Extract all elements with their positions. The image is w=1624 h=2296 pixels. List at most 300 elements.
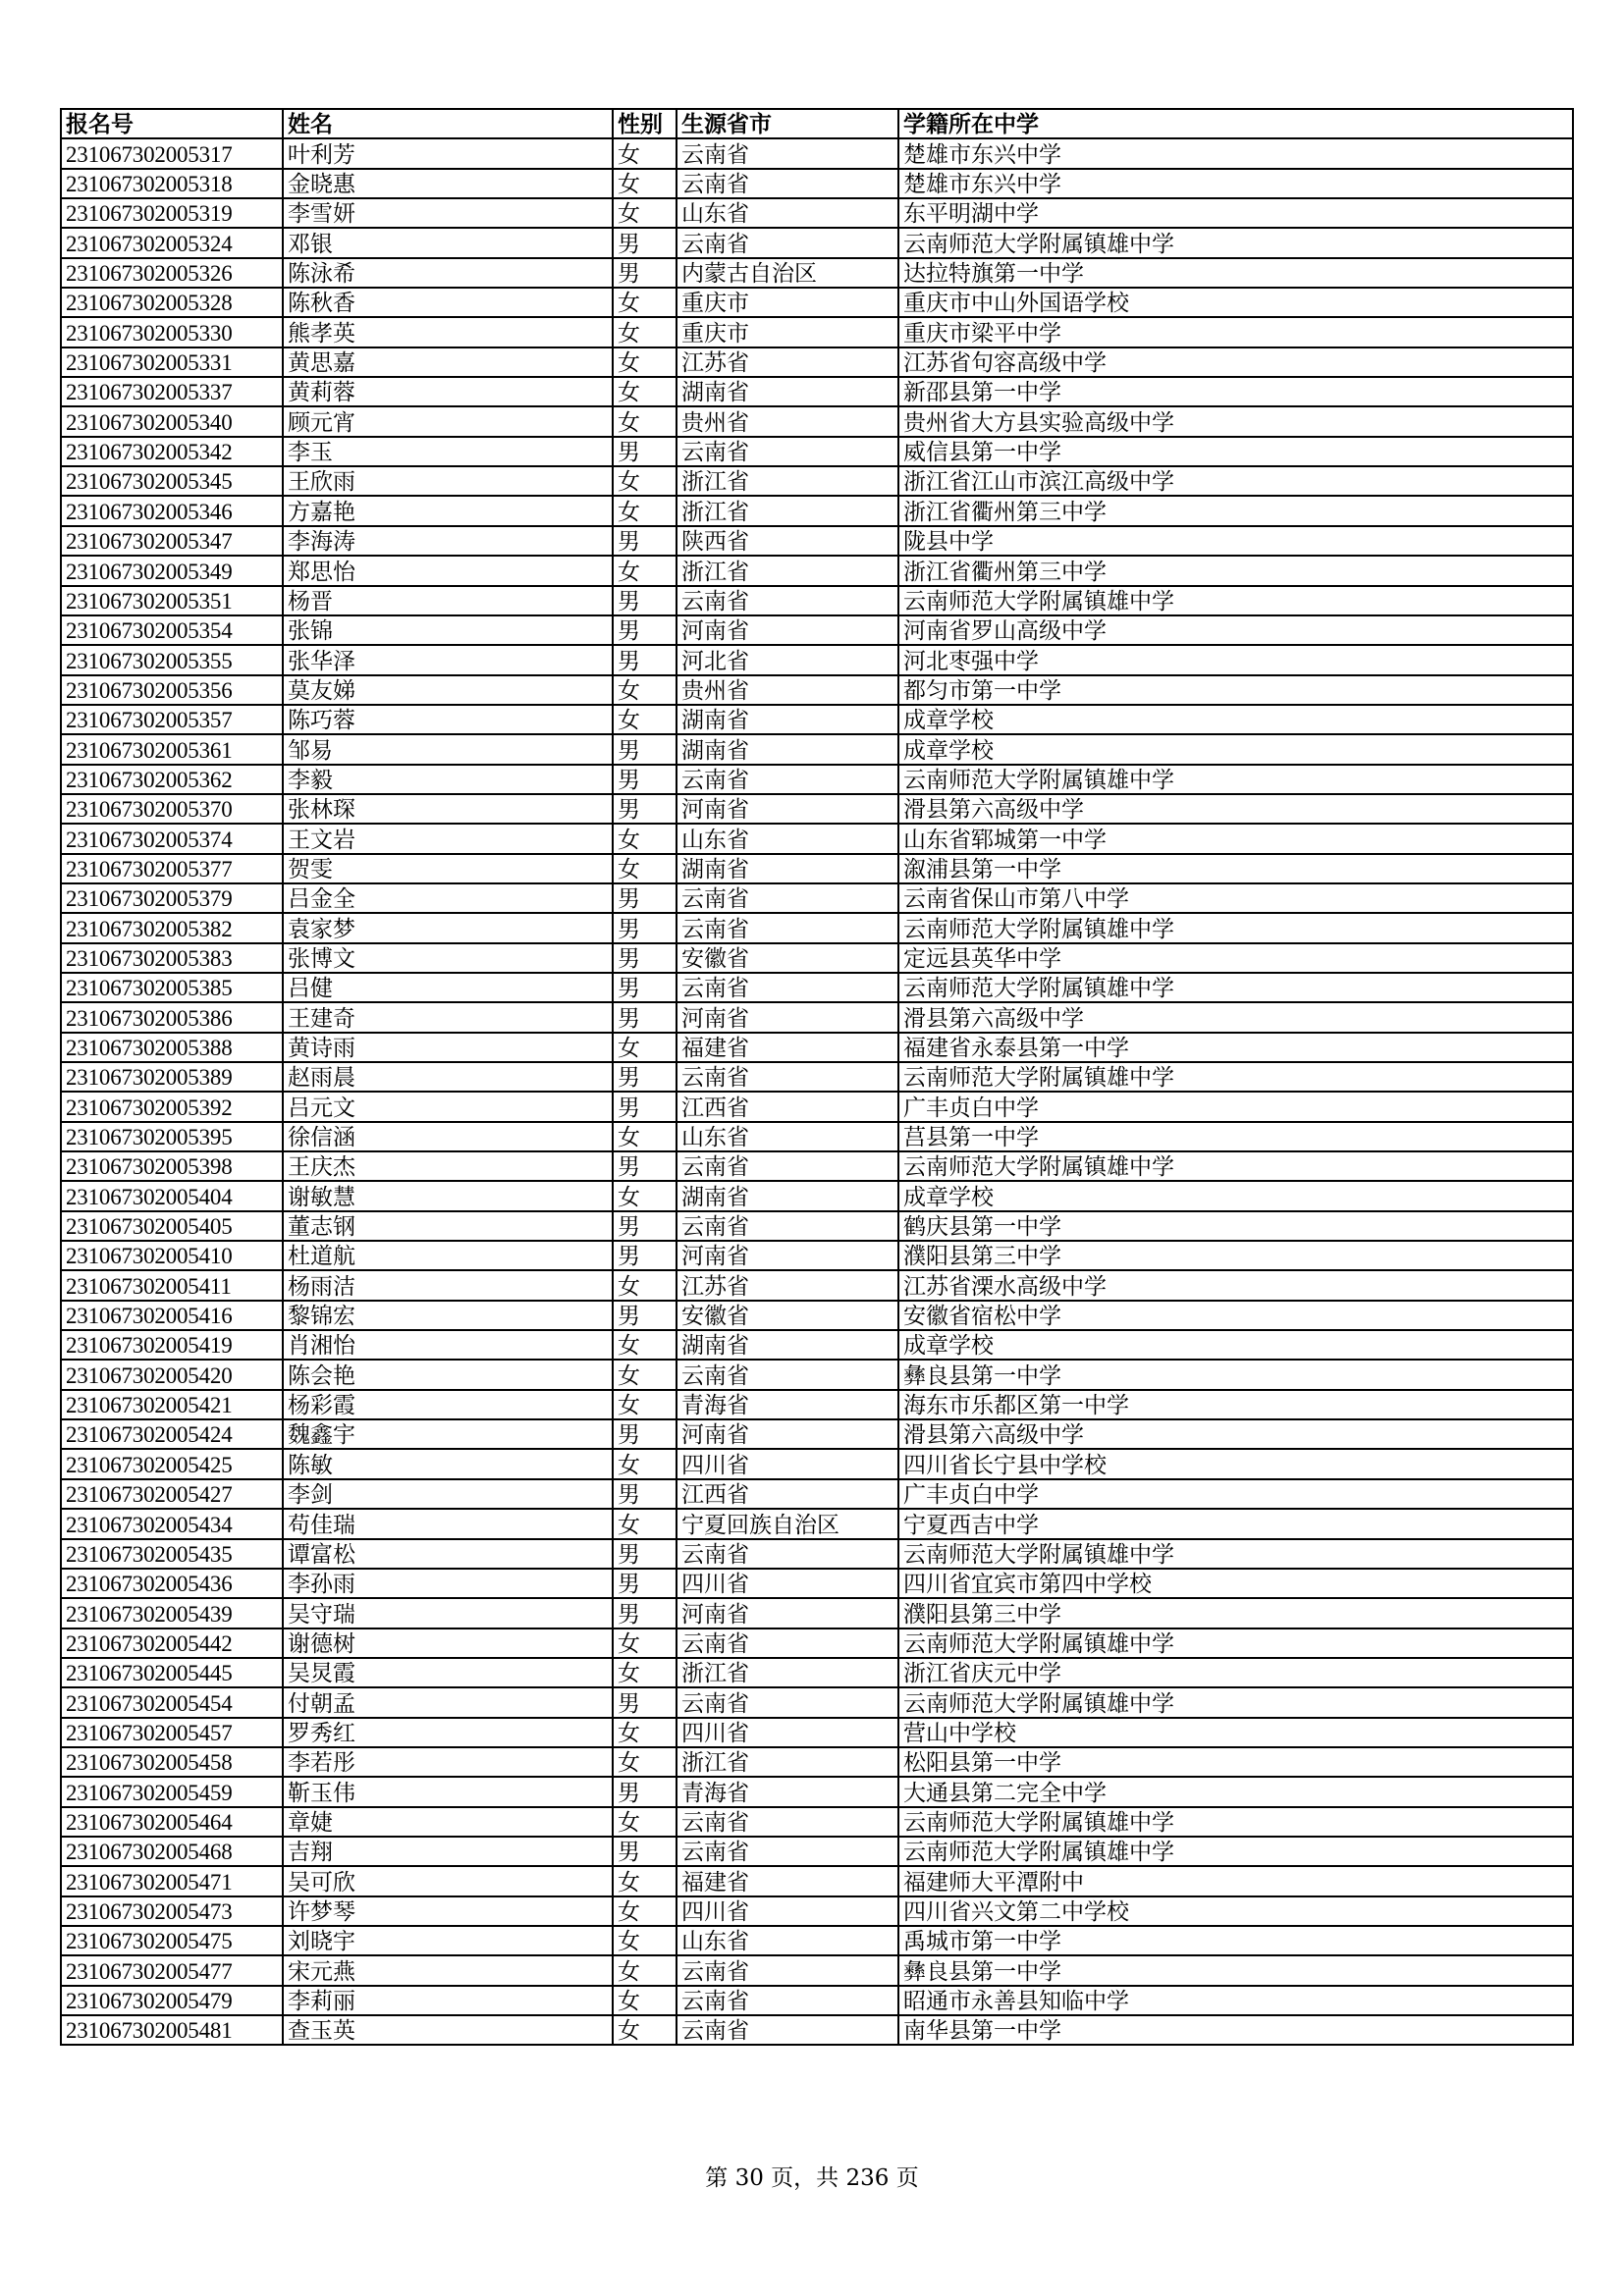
registration-number-cell: 231067302005362	[61, 765, 283, 794]
table-row	[61, 1033, 1573, 1062]
origin-province-cell: 云南省	[677, 1807, 898, 1837]
registration-number-cell: 231067302005374	[61, 824, 283, 853]
high-school-cell: 云南师范大学附属镇雄中学	[898, 973, 1573, 1002]
high-school-cell: 福建师大平潭附中	[898, 1866, 1573, 1896]
registration-number-cell: 231067302005351	[61, 586, 283, 615]
registration-number-cell: 231067302005326	[61, 258, 283, 288]
origin-province-cell: 云南省	[677, 1837, 898, 1866]
registration-number-cell: 231067302005439	[61, 1598, 283, 1628]
gender-cell: 女	[613, 138, 677, 168]
registration-number-cell: 231067302005345	[61, 466, 283, 496]
name-cell: 李海涛	[283, 526, 613, 556]
name-cell: 吴守瑞	[283, 1598, 613, 1628]
high-school-cell: 广丰贞白中学	[898, 1092, 1573, 1121]
registration-number-cell: 231067302005347	[61, 526, 283, 556]
table-row	[61, 913, 1573, 942]
name-cell: 贺雯	[283, 854, 613, 883]
table-row	[61, 705, 1573, 734]
name-cell: 李若彤	[283, 1747, 613, 1777]
registration-number-cell: 231067302005379	[61, 883, 283, 913]
gender-cell: 女	[613, 1718, 677, 1747]
table-row	[61, 2015, 1573, 2045]
registration-number-cell: 231067302005357	[61, 705, 283, 734]
table-row	[61, 1360, 1573, 1389]
registration-number-cell: 231067302005331	[61, 347, 283, 377]
origin-province-cell: 山东省	[677, 198, 898, 228]
high-school-cell: 云南师范大学附属镇雄中学	[898, 765, 1573, 794]
gender-cell: 女	[613, 1747, 677, 1777]
name-cell: 袁家梦	[283, 913, 613, 942]
high-school-cell: 成章学校	[898, 1330, 1573, 1360]
table-row	[61, 1866, 1573, 1896]
origin-province-cell: 云南省	[677, 437, 898, 466]
registration-number-cell: 231067302005435	[61, 1539, 283, 1569]
table-row	[61, 794, 1573, 824]
table-row	[61, 1837, 1573, 1866]
name-cell: 陈泳希	[283, 258, 613, 288]
registration-number-cell: 231067302005419	[61, 1330, 283, 1360]
gender-cell: 女	[613, 1926, 677, 1955]
gender-cell: 女	[613, 1955, 677, 1985]
gender-cell: 女	[613, 377, 677, 406]
table-row	[61, 1151, 1573, 1181]
name-cell: 王庆杰	[283, 1151, 613, 1181]
gender-cell: 男	[613, 1598, 677, 1628]
page-footer: 第 30 页，共 236 页	[705, 2165, 919, 2191]
name-cell: 吴可欣	[283, 1866, 613, 1896]
origin-province-cell: 云南省	[677, 765, 898, 794]
gender-cell: 女	[613, 2015, 677, 2045]
origin-province-cell: 河南省	[677, 1241, 898, 1270]
gender-cell: 女	[613, 169, 677, 198]
name-cell: 李莉丽	[283, 1986, 613, 2015]
registration-number-cell: 231067302005454	[61, 1687, 283, 1717]
high-school-cell: 彝良县第一中学	[898, 1955, 1573, 1985]
name-cell: 顾元宵	[283, 406, 613, 436]
registration-number-cell: 231067302005388	[61, 1033, 283, 1062]
registration-number-cell: 231067302005416	[61, 1301, 283, 1330]
name-cell: 谢敏慧	[283, 1181, 613, 1210]
table-row	[61, 1479, 1573, 1509]
table-row	[61, 1062, 1573, 1092]
high-school-cell: 广丰贞白中学	[898, 1479, 1573, 1509]
name-cell: 吕元文	[283, 1092, 613, 1121]
gender-cell: 女	[613, 1390, 677, 1419]
name-cell: 吕金全	[283, 883, 613, 913]
table-header-row	[61, 109, 1573, 138]
origin-province-cell: 贵州省	[677, 675, 898, 705]
high-school-cell: 云南师范大学附属镇雄中学	[898, 1629, 1573, 1658]
high-school-cell: 河南省罗山高级中学	[898, 615, 1573, 645]
origin-province-cell: 青海省	[677, 1777, 898, 1806]
origin-province-cell: 浙江省	[677, 556, 898, 585]
table-row	[61, 1002, 1573, 1032]
name-cell: 莫友娣	[283, 675, 613, 705]
gender-cell: 男	[613, 1092, 677, 1121]
high-school-cell: 禹城市第一中学	[898, 1926, 1573, 1955]
registration-number-cell: 231067302005342	[61, 437, 283, 466]
registration-number-cell: 231067302005459	[61, 1777, 283, 1806]
gender-cell: 女	[613, 406, 677, 436]
high-school-cell: 定远县英华中学	[898, 943, 1573, 973]
name-cell: 李毅	[283, 765, 613, 794]
gender-cell: 女	[613, 317, 677, 347]
high-school-cell: 滑县第六高级中学	[898, 1419, 1573, 1449]
high-school-cell: 云南师范大学附属镇雄中学	[898, 1539, 1573, 1569]
high-school-cell: 云南师范大学附属镇雄中学	[898, 228, 1573, 257]
registration-number-cell: 231067302005317	[61, 138, 283, 168]
gender-cell: 女	[613, 466, 677, 496]
origin-province-cell: 湖南省	[677, 705, 898, 734]
name-cell: 王文岩	[283, 824, 613, 853]
high-school-cell: 云南师范大学附属镇雄中学	[898, 1151, 1573, 1181]
table-row	[61, 169, 1573, 198]
registration-number-cell: 231067302005479	[61, 1986, 283, 2015]
gender-cell: 男	[613, 973, 677, 1002]
name-cell: 李剑	[283, 1479, 613, 1509]
name-cell: 李孙雨	[283, 1569, 613, 1598]
origin-province-cell: 河南省	[677, 1002, 898, 1032]
origin-province-cell: 山东省	[677, 824, 898, 853]
high-school-cell: 成章学校	[898, 705, 1573, 734]
header-gender: 性别	[613, 109, 677, 138]
origin-province-cell: 青海省	[677, 1390, 898, 1419]
gender-cell: 女	[613, 556, 677, 585]
origin-province-cell: 安徽省	[677, 943, 898, 973]
gender-cell: 男	[613, 1479, 677, 1509]
registration-number-cell: 231067302005457	[61, 1718, 283, 1747]
high-school-cell: 浙江省江山市滨江高级中学	[898, 466, 1573, 496]
registration-number-cell: 231067302005389	[61, 1062, 283, 1092]
registration-number-cell: 231067302005421	[61, 1390, 283, 1419]
table-row	[61, 1598, 1573, 1628]
high-school-cell: 云南师范大学附属镇雄中学	[898, 1062, 1573, 1092]
registration-number-cell: 231067302005382	[61, 913, 283, 942]
origin-province-cell: 河南省	[677, 794, 898, 824]
gender-cell: 女	[613, 1896, 677, 1926]
registration-number-cell: 231067302005328	[61, 288, 283, 317]
gender-cell: 男	[613, 1419, 677, 1449]
name-cell: 许梦琴	[283, 1896, 613, 1926]
table-row	[61, 1211, 1573, 1241]
name-cell: 杨彩霞	[283, 1390, 613, 1419]
gender-cell: 男	[613, 1062, 677, 1092]
registration-number-cell: 231067302005361	[61, 734, 283, 764]
table-row	[61, 496, 1573, 525]
gender-cell: 女	[613, 1629, 677, 1658]
name-cell: 叶利芳	[283, 138, 613, 168]
gender-cell: 男	[613, 615, 677, 645]
name-cell: 杜道航	[283, 1241, 613, 1270]
origin-province-cell: 云南省	[677, 1360, 898, 1389]
high-school-cell: 成章学校	[898, 1181, 1573, 1210]
origin-province-cell: 云南省	[677, 228, 898, 257]
name-cell: 金晓惠	[283, 169, 613, 198]
table-row	[61, 675, 1573, 705]
table-row	[61, 1301, 1573, 1330]
table-row	[61, 615, 1573, 645]
registration-number-cell: 231067302005468	[61, 1837, 283, 1866]
name-cell: 陈秋香	[283, 288, 613, 317]
registration-number-cell: 231067302005395	[61, 1122, 283, 1151]
origin-province-cell: 云南省	[677, 1211, 898, 1241]
origin-province-cell: 云南省	[677, 2015, 898, 2045]
name-cell: 熊孝英	[283, 317, 613, 347]
origin-province-cell: 云南省	[677, 883, 898, 913]
gender-cell: 男	[613, 1837, 677, 1866]
registration-number-cell: 231067302005425	[61, 1449, 283, 1478]
registration-number-cell: 231067302005370	[61, 794, 283, 824]
name-cell: 王欣雨	[283, 466, 613, 496]
high-school-cell: 楚雄市东兴中学	[898, 138, 1573, 168]
name-cell: 赵雨晨	[283, 1062, 613, 1092]
name-cell: 徐信涵	[283, 1122, 613, 1151]
origin-province-cell: 四川省	[677, 1569, 898, 1598]
name-cell: 黎锦宏	[283, 1301, 613, 1330]
gender-cell: 男	[613, 1687, 677, 1717]
name-cell: 章婕	[283, 1807, 613, 1837]
high-school-cell: 威信县第一中学	[898, 437, 1573, 466]
origin-province-cell: 江苏省	[677, 1270, 898, 1300]
header-registration-number: 报名号	[61, 109, 283, 138]
name-cell: 杨雨洁	[283, 1270, 613, 1300]
high-school-cell: 成章学校	[898, 734, 1573, 764]
table-row	[61, 138, 1573, 168]
high-school-cell: 四川省宜宾市第四中学校	[898, 1569, 1573, 1598]
table-row	[61, 317, 1573, 347]
gender-cell: 男	[613, 734, 677, 764]
high-school-cell: 鹤庆县第一中学	[898, 1211, 1573, 1241]
table-row	[61, 1629, 1573, 1658]
origin-province-cell: 山东省	[677, 1122, 898, 1151]
registration-number-cell: 231067302005464	[61, 1807, 283, 1837]
registration-number-cell: 231067302005330	[61, 317, 283, 347]
table-row	[61, 1509, 1573, 1538]
origin-province-cell: 浙江省	[677, 1658, 898, 1687]
origin-province-cell: 浙江省	[677, 466, 898, 496]
gender-cell: 男	[613, 645, 677, 674]
origin-province-cell: 河南省	[677, 1598, 898, 1628]
gender-cell: 男	[613, 883, 677, 913]
registration-number-cell: 231067302005445	[61, 1658, 283, 1687]
table-row	[61, 1270, 1573, 1300]
name-cell: 张华泽	[283, 645, 613, 674]
registration-number-cell: 231067302005319	[61, 198, 283, 228]
gender-cell: 男	[613, 1301, 677, 1330]
high-school-cell: 贵州省大方县实验高级中学	[898, 406, 1573, 436]
table-row	[61, 466, 1573, 496]
registration-number-cell: 231067302005354	[61, 615, 283, 645]
origin-province-cell: 四川省	[677, 1449, 898, 1478]
high-school-cell: 滑县第六高级中学	[898, 794, 1573, 824]
table-row	[61, 1777, 1573, 1806]
registration-number-cell: 231067302005377	[61, 854, 283, 883]
origin-province-cell: 云南省	[677, 169, 898, 198]
table-row	[61, 1390, 1573, 1419]
gender-cell: 男	[613, 526, 677, 556]
high-school-cell: 江苏省句容高级中学	[898, 347, 1573, 377]
gender-cell: 男	[613, 1002, 677, 1032]
table-row	[61, 586, 1573, 615]
gender-cell: 女	[613, 1033, 677, 1062]
gender-cell: 女	[613, 1807, 677, 1837]
origin-province-cell: 湖南省	[677, 377, 898, 406]
table-row	[61, 377, 1573, 406]
table-row	[61, 854, 1573, 883]
high-school-cell: 大通县第二完全中学	[898, 1777, 1573, 1806]
registration-number-cell: 231067302005392	[61, 1092, 283, 1121]
gender-cell: 女	[613, 1449, 677, 1478]
high-school-cell: 东平明湖中学	[898, 198, 1573, 228]
name-cell: 方嘉艳	[283, 496, 613, 525]
high-school-cell: 浙江省衢州第三中学	[898, 496, 1573, 525]
name-cell: 肖湘怡	[283, 1330, 613, 1360]
gender-cell: 女	[613, 1360, 677, 1389]
registration-number-cell: 231067302005434	[61, 1509, 283, 1538]
origin-province-cell: 云南省	[677, 973, 898, 1002]
table-body	[61, 138, 1573, 2045]
high-school-cell: 四川省兴文第二中学校	[898, 1896, 1573, 1926]
table-row	[61, 1449, 1573, 1478]
table-row	[61, 1687, 1573, 1717]
gender-cell: 男	[613, 943, 677, 973]
gender-cell: 女	[613, 1658, 677, 1687]
table-row	[61, 1122, 1573, 1151]
origin-province-cell: 江西省	[677, 1092, 898, 1121]
origin-province-cell: 云南省	[677, 1629, 898, 1658]
origin-province-cell: 内蒙古自治区	[677, 258, 898, 288]
high-school-cell: 安徽省宿松中学	[898, 1301, 1573, 1330]
origin-province-cell: 重庆市	[677, 317, 898, 347]
origin-province-cell: 河南省	[677, 615, 898, 645]
registration-number-cell: 231067302005383	[61, 943, 283, 973]
registration-number-cell: 231067302005410	[61, 1241, 283, 1270]
origin-province-cell: 安徽省	[677, 1301, 898, 1330]
high-school-cell: 山东省郓城第一中学	[898, 824, 1573, 853]
high-school-cell: 南华县第一中学	[898, 2015, 1573, 2045]
gender-cell: 男	[613, 1569, 677, 1598]
table-row	[61, 824, 1573, 853]
gender-cell: 男	[613, 258, 677, 288]
name-cell: 吕健	[283, 973, 613, 1002]
gender-cell: 女	[613, 1181, 677, 1210]
origin-province-cell: 湖南省	[677, 854, 898, 883]
gender-cell: 女	[613, 347, 677, 377]
table-row	[61, 1181, 1573, 1210]
registration-number-cell: 231067302005475	[61, 1926, 283, 1955]
origin-province-cell: 贵州省	[677, 406, 898, 436]
table-row	[61, 1986, 1573, 2015]
registration-number-cell: 231067302005424	[61, 1419, 283, 1449]
high-school-cell: 楚雄市东兴中学	[898, 169, 1573, 198]
registration-number-cell: 231067302005458	[61, 1747, 283, 1777]
table-row	[61, 943, 1573, 973]
name-cell: 邓银	[283, 228, 613, 257]
registration-number-cell: 231067302005411	[61, 1270, 283, 1300]
origin-province-cell: 云南省	[677, 1151, 898, 1181]
origin-province-cell: 河北省	[677, 645, 898, 674]
gender-cell: 男	[613, 1241, 677, 1270]
high-school-cell: 云南省保山市第八中学	[898, 883, 1573, 913]
gender-cell: 男	[613, 228, 677, 257]
table-row	[61, 1092, 1573, 1121]
gender-cell: 女	[613, 705, 677, 734]
table-row	[61, 258, 1573, 288]
high-school-cell: 都匀市第一中学	[898, 675, 1573, 705]
table-row	[61, 1330, 1573, 1360]
table-row	[61, 228, 1573, 257]
table-row	[61, 1807, 1573, 1837]
gender-cell: 男	[613, 437, 677, 466]
high-school-cell: 濮阳县第三中学	[898, 1598, 1573, 1628]
high-school-cell: 重庆市梁平中学	[898, 317, 1573, 347]
registration-number-cell: 231067302005420	[61, 1360, 283, 1389]
name-cell: 陈敏	[283, 1449, 613, 1478]
name-cell: 郑思怡	[283, 556, 613, 585]
origin-province-cell: 福建省	[677, 1866, 898, 1896]
table-row	[61, 1718, 1573, 1747]
origin-province-cell: 宁夏回族自治区	[677, 1509, 898, 1538]
table-row	[61, 288, 1573, 317]
high-school-cell: 海东市乐都区第一中学	[898, 1390, 1573, 1419]
registration-number-cell: 231067302005473	[61, 1896, 283, 1926]
registration-number-cell: 231067302005318	[61, 169, 283, 198]
name-cell: 邹易	[283, 734, 613, 764]
high-school-cell: 宁夏西吉中学	[898, 1509, 1573, 1538]
name-cell: 黄诗雨	[283, 1033, 613, 1062]
registration-number-cell: 231067302005340	[61, 406, 283, 436]
registration-number-cell: 231067302005442	[61, 1629, 283, 1658]
high-school-cell: 浙江省衢州第三中学	[898, 556, 1573, 585]
name-cell: 付朝孟	[283, 1687, 613, 1717]
origin-province-cell: 云南省	[677, 1062, 898, 1092]
name-cell: 谭富松	[283, 1539, 613, 1569]
origin-province-cell: 湖南省	[677, 1330, 898, 1360]
gender-cell: 女	[613, 198, 677, 228]
registration-number-cell: 231067302005477	[61, 1955, 283, 1985]
gender-cell: 女	[613, 675, 677, 705]
registration-number-cell: 231067302005349	[61, 556, 283, 585]
high-school-cell: 河北枣强中学	[898, 645, 1573, 674]
gender-cell: 男	[613, 1211, 677, 1241]
origin-province-cell: 云南省	[677, 1986, 898, 2015]
name-cell: 刘晓宇	[283, 1926, 613, 1955]
origin-province-cell: 云南省	[677, 913, 898, 942]
gender-cell: 女	[613, 824, 677, 853]
high-school-cell: 云南师范大学附属镇雄中学	[898, 1687, 1573, 1717]
origin-province-cell: 湖南省	[677, 1181, 898, 1210]
name-cell: 李玉	[283, 437, 613, 466]
table-row	[61, 1539, 1573, 1569]
origin-province-cell: 江苏省	[677, 347, 898, 377]
table-row	[61, 406, 1573, 436]
table-row	[61, 973, 1573, 1002]
origin-province-cell: 福建省	[677, 1033, 898, 1062]
gender-cell: 女	[613, 1330, 677, 1360]
high-school-cell: 云南师范大学附属镇雄中学	[898, 1807, 1573, 1837]
origin-province-cell: 云南省	[677, 1687, 898, 1717]
registration-number-cell: 231067302005404	[61, 1181, 283, 1210]
gender-cell: 女	[613, 854, 677, 883]
table-row	[61, 1747, 1573, 1777]
high-school-cell: 昭通市永善县知临中学	[898, 1986, 1573, 2015]
high-school-cell: 彝良县第一中学	[898, 1360, 1573, 1389]
origin-province-cell: 江西省	[677, 1479, 898, 1509]
high-school-cell: 溆浦县第一中学	[898, 854, 1573, 883]
name-cell: 陈会艳	[283, 1360, 613, 1389]
high-school-cell: 重庆市中山外国语学校	[898, 288, 1573, 317]
table-row	[61, 526, 1573, 556]
